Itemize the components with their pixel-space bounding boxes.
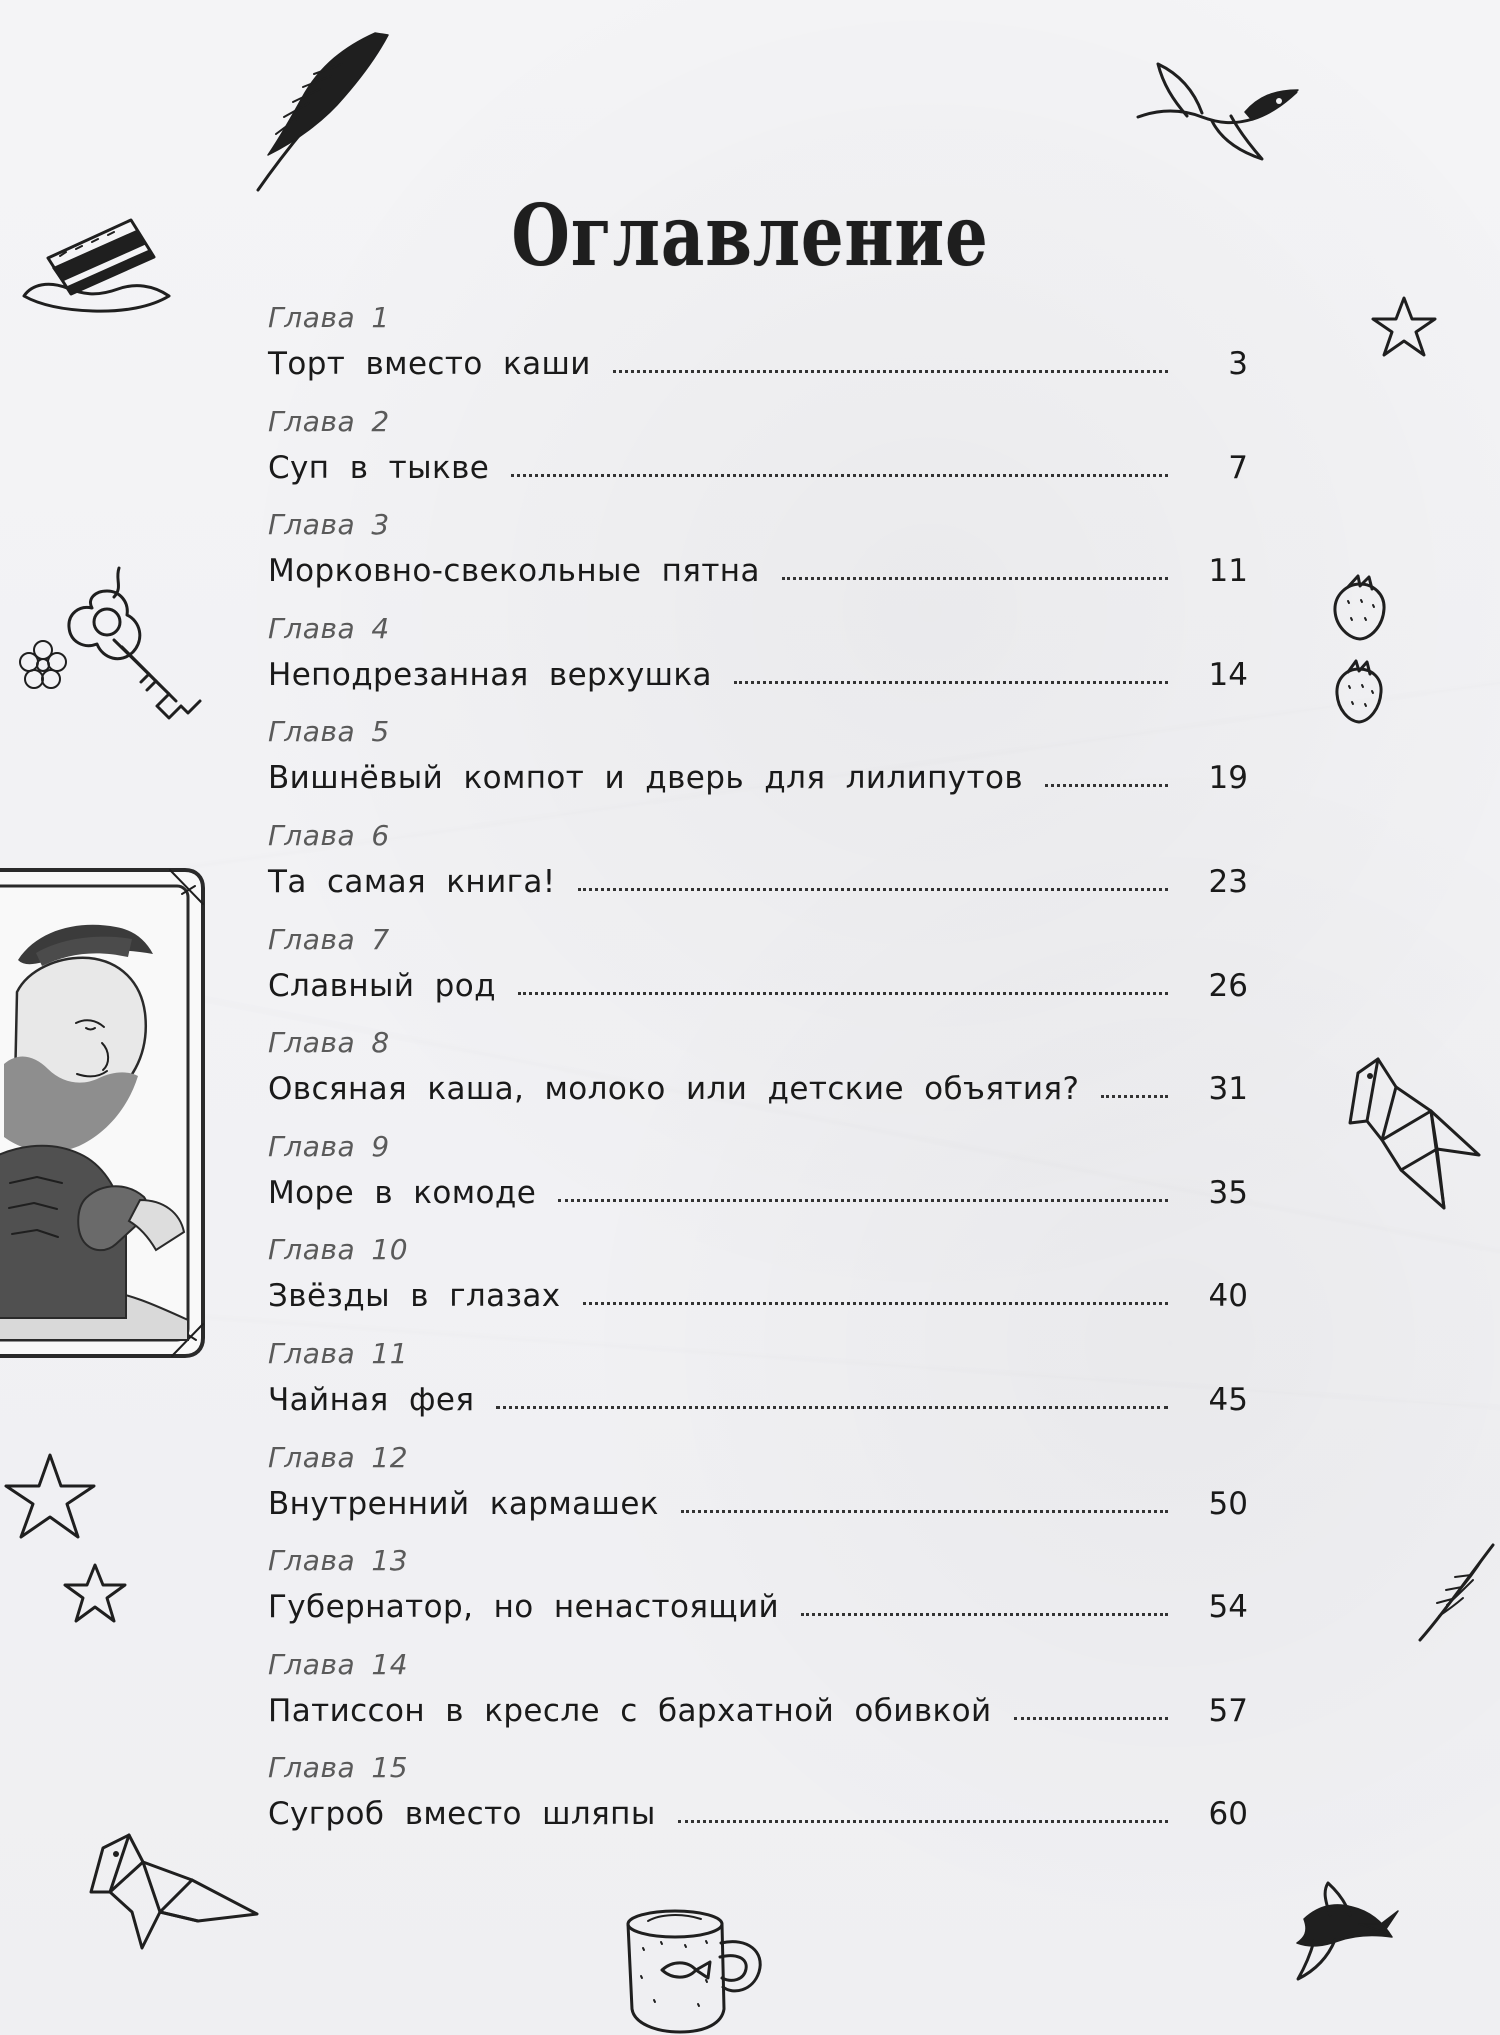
chapter-number: 2 xyxy=(371,404,390,438)
toc-line xyxy=(268,655,1248,695)
cake-slice-icon xyxy=(10,210,180,320)
chapter-label xyxy=(268,404,390,438)
chapter-label xyxy=(268,301,390,334)
chapter-number: 1 xyxy=(371,301,390,334)
chapter-label xyxy=(268,1129,390,1163)
toc-line xyxy=(268,1691,1248,1731)
chapter-title: Чайная фея xyxy=(268,1381,475,1418)
chapter-word: Глава xyxy=(268,1544,356,1578)
dot-leader xyxy=(578,888,1168,891)
page-number: 45 xyxy=(1208,1381,1248,1418)
chapter-title: Овсяная каша, молоко или детские объятия? xyxy=(268,1071,1080,1108)
chapter-label xyxy=(268,508,390,542)
chapter-number: 7 xyxy=(371,922,390,956)
chapter-word: Глава xyxy=(268,1440,356,1474)
page-number: 40 xyxy=(1208,1278,1248,1315)
chapter-number: 14 xyxy=(371,1647,409,1681)
star-icon xyxy=(62,1560,130,1628)
chapter-word: Глава xyxy=(268,1129,356,1163)
bird-icon xyxy=(1120,55,1310,165)
chapter-word: Глава xyxy=(268,1751,356,1785)
dot-leader xyxy=(518,992,1168,995)
toc-line xyxy=(268,1380,1248,1420)
chapter-word: Глава xyxy=(268,404,356,438)
toc-entry[interactable] xyxy=(268,1543,1248,1647)
toc-entry[interactable] xyxy=(268,507,1248,611)
toc-entry[interactable] xyxy=(268,1025,1248,1129)
chapter-number: 15 xyxy=(371,1751,409,1785)
toc-line xyxy=(268,1173,1248,1213)
chapter-title: Морковно-свекольные пятна xyxy=(268,553,760,590)
toc-line xyxy=(268,966,1248,1006)
portrait-icon xyxy=(0,850,230,1370)
chapter-number: 8 xyxy=(371,1026,390,1060)
chapter-title: Патиссон в кресле с бархатной обивкой xyxy=(268,1692,992,1729)
chapter-label xyxy=(268,1440,409,1474)
page-number: 14 xyxy=(1208,656,1248,693)
toc-line xyxy=(268,758,1248,798)
chapter-title: Суп в тыкве xyxy=(268,449,490,486)
chapter-word: Глава xyxy=(268,922,356,956)
toc-line xyxy=(268,448,1248,488)
dot-leader xyxy=(496,1406,1168,1409)
star-icon xyxy=(2,1448,102,1548)
toc-entry[interactable] xyxy=(268,714,1248,818)
toc-entry[interactable] xyxy=(268,1440,1248,1544)
chapter-label xyxy=(268,818,390,852)
toc-entry[interactable] xyxy=(268,818,1248,922)
toc-entry[interactable] xyxy=(268,404,1248,508)
chapter-word: Глава xyxy=(268,1647,356,1681)
chapter-title: Звёзды в глазах xyxy=(268,1278,561,1315)
chapter-number: 9 xyxy=(371,1129,390,1163)
teacup-icon xyxy=(612,1900,772,2035)
chapter-label xyxy=(268,922,390,956)
page-number: 7 xyxy=(1228,449,1248,486)
toc-entry[interactable] xyxy=(268,611,1248,715)
chapter-title: Вишнёвый компот и дверь для лилипутов xyxy=(268,760,1024,797)
dot-leader xyxy=(1101,1095,1168,1098)
toc-entry[interactable] xyxy=(268,1647,1248,1751)
dot-leader xyxy=(681,1510,1168,1513)
toc-line xyxy=(268,862,1248,902)
chapter-word: Глава xyxy=(268,715,356,749)
dot-leader xyxy=(678,1820,1168,1823)
page-number: 60 xyxy=(1208,1796,1248,1833)
dot-leader xyxy=(511,474,1168,477)
chapter-word: Глава xyxy=(268,611,356,645)
chapter-number: 12 xyxy=(371,1440,409,1474)
toc-entry[interactable] xyxy=(268,1129,1248,1233)
chapter-number: 10 xyxy=(371,1233,409,1267)
dot-leader xyxy=(613,370,1168,373)
page-number: 35 xyxy=(1208,1174,1248,1211)
chapter-label xyxy=(268,1026,390,1060)
toc-entry[interactable] xyxy=(268,922,1248,1026)
toc-entry[interactable] xyxy=(268,1750,1248,1854)
chapter-word: Глава xyxy=(268,818,356,852)
chapter-label xyxy=(268,611,390,645)
toc-line xyxy=(268,1794,1248,1834)
chapter-word: Глава xyxy=(268,1026,356,1060)
dot-leader xyxy=(801,1613,1168,1616)
chapter-number: 4 xyxy=(371,611,390,645)
chapter-title: Внутренний кармашек xyxy=(268,1485,659,1522)
strawberry-icon xyxy=(1325,570,1395,730)
page-number: 23 xyxy=(1208,863,1248,900)
origami-bird-icon xyxy=(80,1830,270,1970)
toc-line xyxy=(268,1484,1248,1524)
chapter-title: Море в комоде xyxy=(268,1174,537,1211)
toc-entry[interactable] xyxy=(268,1336,1248,1440)
chapter-label xyxy=(268,1544,409,1578)
flower-icon xyxy=(16,638,70,692)
page-number: 19 xyxy=(1208,760,1248,797)
chapter-word: Глава xyxy=(268,301,356,334)
swallow-icon xyxy=(1280,1880,1400,1990)
dot-leader xyxy=(734,681,1168,684)
chapter-title: Торт вместо каши xyxy=(268,346,591,382)
page-number: 54 xyxy=(1208,1589,1248,1626)
page-number: 31 xyxy=(1208,1071,1248,1108)
origami-bird-icon xyxy=(1340,1045,1490,1225)
chapter-label xyxy=(268,1233,409,1267)
chapter-label xyxy=(268,1336,409,1370)
feather-quill-icon xyxy=(1410,1535,1500,1655)
chapter-title: Губернатор, но ненастоящий xyxy=(268,1589,780,1626)
dot-leader xyxy=(1014,1717,1168,1720)
page-number: 26 xyxy=(1208,967,1248,1004)
chapter-number: 3 xyxy=(371,508,390,542)
chapter-label xyxy=(268,1751,409,1785)
toc-entry[interactable] xyxy=(268,300,1248,404)
chapter-number: 13 xyxy=(371,1544,409,1578)
dot-leader xyxy=(558,1199,1168,1202)
chapter-title: Славный род xyxy=(268,967,496,1004)
chapter-number: 5 xyxy=(371,715,390,749)
toc-line xyxy=(268,551,1248,591)
page-title: Оглавление xyxy=(511,186,989,286)
toc-line xyxy=(268,1069,1248,1109)
dot-leader xyxy=(1045,784,1168,787)
chapter-word: Глава xyxy=(268,1233,356,1267)
page-number: 3 xyxy=(1228,346,1248,382)
chapter-title: Сугроб вместо шляпы xyxy=(268,1796,656,1833)
chapter-label xyxy=(268,1647,409,1681)
chapter-title: Неподрезанная верхушка xyxy=(268,656,712,693)
dot-leader xyxy=(782,577,1168,580)
toc-entry[interactable] xyxy=(268,1232,1248,1336)
toc-line xyxy=(268,1276,1248,1316)
chapter-word: Глава xyxy=(268,508,356,542)
chapter-number: 6 xyxy=(371,818,390,852)
feather-icon xyxy=(230,25,400,205)
page-number: 50 xyxy=(1208,1485,1248,1522)
chapter-word: Глава xyxy=(268,1336,356,1370)
dot-leader xyxy=(583,1302,1168,1305)
star-icon xyxy=(1368,292,1440,364)
chapter-title: Та самая книга! xyxy=(268,863,556,900)
page-number: 57 xyxy=(1208,1692,1248,1729)
chapter-number: 11 xyxy=(371,1336,409,1370)
table-of-contents xyxy=(268,300,1248,1854)
chapter-label xyxy=(268,715,390,749)
toc-line xyxy=(268,344,1248,384)
toc-line xyxy=(268,1587,1248,1627)
page-number: 11 xyxy=(1208,553,1248,590)
